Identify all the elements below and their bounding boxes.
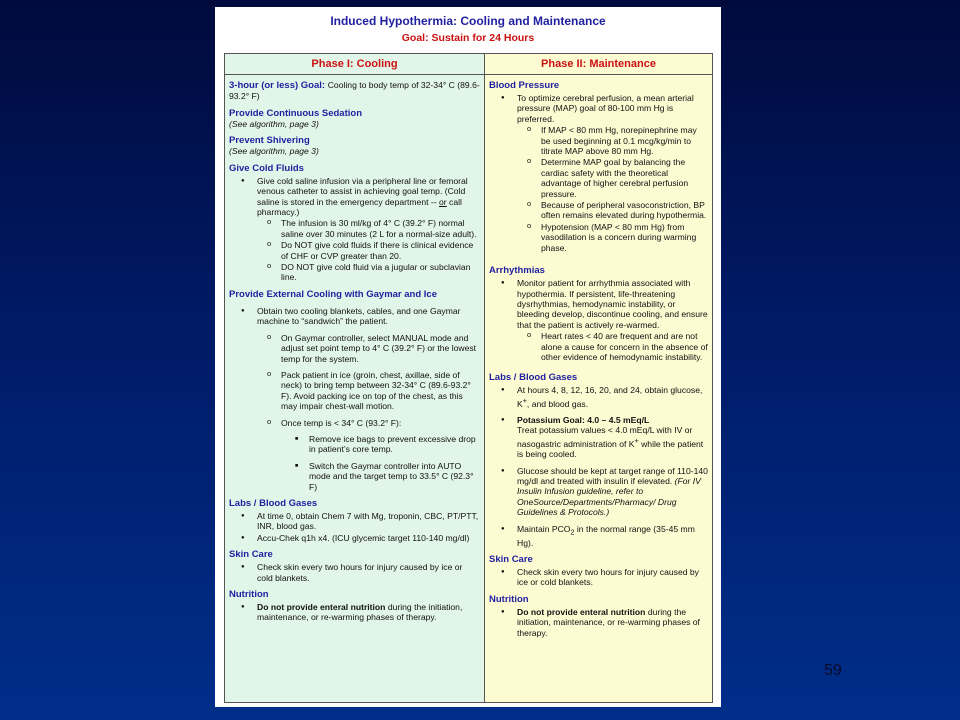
skin-care-heading-phase-one: Skin Care — [229, 549, 273, 561]
nutrition-heading-phase-one: Nutrition — [229, 589, 269, 600]
list-item: ● Check skin every two hours for injury caused by ice or cold blankets. — [489, 567, 708, 588]
list-item: ● Obtain two cooling blankets, cables, and one Gaymar machine to “sandwich” the patient. — [229, 306, 480, 327]
list-item-text: during the initiation, maintenance, or re-warming phases of therapy. — [517, 606, 700, 638]
phase-one-column — [225, 54, 485, 702]
phase-two-header: Phase II: Maintenance — [485, 54, 712, 75]
labs-heading-phase-one: Labs / Blood Gases — [229, 497, 318, 509]
skin-care-list-phase-one — [229, 562, 480, 583]
shivering-heading: Prevent Shivering — [229, 135, 310, 147]
list-item: o Because of peripheral vasoconstriction, BP often remains elevated during hypothermia. — [489, 200, 708, 221]
skin-care-list-phase-two — [489, 567, 708, 588]
goal-text: Sustain for 24 Hours — [431, 32, 535, 44]
labs-list-phase-one — [229, 511, 480, 543]
cooling-goal-text: Cooling to body temp of 32-34° C (89.6-93.2° F) — [229, 80, 480, 101]
list-item: o Determine MAP goal by balancing the cardiac safety with the theoretical advantage of higher cerebral perfusion pressure. — [489, 157, 708, 199]
list-item: o If MAP < 80 mm Hg, norepinephrine may be used beginning at 0.1 mcg/kg/min to titrate MAP above 80 mm Hg. — [489, 125, 708, 156]
list-item: ● At time 0, obtain Chem 7 with Mg, troponin, CBC, PT/PTT, INR, blood gas. — [229, 511, 480, 532]
blood-pressure-list — [489, 93, 708, 253]
list-item-subscript: 2 — [570, 528, 575, 537]
phase-two-column — [485, 54, 712, 702]
external-cooling-list — [229, 306, 480, 492]
document-page — [215, 7, 721, 707]
list-item: o The infusion is 30 ml/kg of 4° C (39.2° F) normal saline over 30 minutes (2 L for a normal-size adult). — [229, 218, 480, 239]
list-item-text: during the initiation, maintenance, or re-warming phases of therapy. — [257, 602, 463, 623]
list-item-text: Maintain PCO — [517, 523, 571, 534]
shivering-note: (See algorithm, page 3) — [229, 146, 319, 157]
cold-fluids-list — [229, 176, 480, 283]
sedation-heading: Provide Continuous Sedation — [229, 108, 363, 119]
sedation-note: (See algorithm, page 3) — [229, 119, 319, 129]
list-item-emphasis: Do not provide enteral nutrition — [517, 606, 646, 617]
phase-table — [224, 53, 713, 703]
list-item: ■ Remove ice bags to prevent excessive drop in patient’s core temp. — [229, 434, 480, 455]
slide-page-number: 59 — [824, 662, 842, 679]
list-item — [489, 415, 708, 459]
list-item-italic: (For IV Insulin Infusion guideline, refer to OneSource/Departments/Pharmacy/ Drug Guidelines & Protocols.) — [517, 475, 701, 518]
labs-heading-phase-two: Labs / Blood Gases — [489, 372, 578, 384]
phase-one-header: Phase I: Cooling — [225, 54, 484, 75]
list-item-emphasis: Potassium Goal: 4.0 – 4.5 mEq/L — [517, 415, 650, 426]
skin-care-heading-phase-two: Skin Care — [489, 554, 533, 566]
list-item — [489, 607, 708, 638]
list-item-text: in the normal range (35-45 mm Hg). — [517, 523, 695, 548]
blood-pressure-heading: Blood Pressure — [489, 80, 560, 91]
list-item — [489, 524, 708, 549]
cold-fluids-heading: Give Cold Fluids — [229, 162, 304, 174]
list-item — [489, 385, 708, 409]
document-title: Induced Hypothermia: Cooling and Maintenance — [330, 14, 606, 28]
list-item: o Pack patient in ice (groin, chest, axillae, side of neck) to bring temp between 32-34° C (89.6-93.2° F). Avoid packing ice on top of the chest, as this may impair chest-wall motion. — [229, 370, 480, 412]
list-item: ● Check skin every two hours for injury caused by ice or cold blankets. — [229, 562, 480, 583]
list-item — [489, 466, 708, 518]
list-item: ■ Switch the Gaymar controller into AUTO mode and the target temp to 33.5° C (92.3° F) — [229, 461, 480, 492]
cooling-goal-heading: 3-hour (or less) Goal: — [229, 80, 326, 91]
labs-list-phase-two — [489, 385, 708, 548]
list-item — [229, 602, 480, 623]
cooling-goal — [229, 80, 480, 102]
nutrition-list-phase-one — [229, 602, 480, 623]
nutrition-list-phase-two — [489, 607, 708, 638]
arrhythmias-list — [489, 278, 708, 362]
list-item-emphasis: or — [439, 196, 447, 207]
list-item-text: Glucose should be kept at target range of 110-140 mg/dl and treated with insulin if elevated. — [517, 465, 708, 486]
list-item: o Once temp is < 34° C (93.2° F): — [229, 418, 480, 428]
external-cooling-heading: Provide External Cooling with Gaymar and Ice — [229, 288, 437, 300]
list-item-text: Give cold saline infusion via a peripheral line or femoral venous catheter to assist in achieving goal temp. (Cold saline is stored in the emergency department -- — [257, 175, 468, 207]
nutrition-heading-phase-two: Nutrition — [489, 593, 529, 605]
document-goal — [215, 32, 721, 44]
list-item-text: while the patient is being cooled. — [517, 438, 704, 460]
list-item: o Hypotension (MAP < 80 mm Hg) from vasodilation is a concern during warming phase. — [489, 222, 708, 253]
list-item: o Do NOT give cold fluids if there is clinical evidence of CHF or CVP greater than 20. — [229, 240, 480, 261]
goal-label: Goal: — [401, 32, 429, 44]
list-item: ● Accu-Chek q1h x4. (ICU glycemic target 110-140 mg/dl) — [229, 533, 480, 543]
list-item-superscript: + — [522, 396, 527, 405]
list-item-text: call pharmacy.) — [257, 196, 462, 218]
list-item-superscript: + — [634, 436, 639, 445]
list-item: o Heart rates < 40 are frequent and are not alone a cause for concern in the absence of other evidence of hemodynamic instability. — [489, 331, 708, 362]
arrhythmias-heading: Arrhythmias — [489, 265, 545, 277]
list-item-emphasis: Do not provide enteral nutrition — [257, 602, 386, 612]
list-item: ● To optimize cerebral perfusion, a mean arterial pressure (MAP) goal of 80-100 mm Hg is preferred. — [489, 93, 708, 124]
list-item-text: Treat potassium values < 4.0 mEq/L with IV or nasogastric administration of K — [517, 425, 693, 449]
list-item: ● Monitor patient for arrhythmia associated with hypothermia. If persistent, life-threatening dysrhythmias, hemodynamic instability, or bleeding develop, discontinue cooling, and ensure that the patient is actively re-warmed. — [489, 278, 708, 330]
list-item-text: , and blood gas. — [526, 398, 589, 409]
list-item — [229, 176, 480, 218]
list-item: o On Gaymar controller, select MANUAL mode and adjust set point temp to 4° C (39.2° F) or the lowest temp for the system. — [229, 333, 480, 364]
list-item-text: At hours 4, 8, 12, 16, 20, and 24, obtain glucose, K — [517, 385, 703, 409]
list-item: o DO NOT give cold fluid via a jugular or subclavian line. — [229, 262, 480, 283]
